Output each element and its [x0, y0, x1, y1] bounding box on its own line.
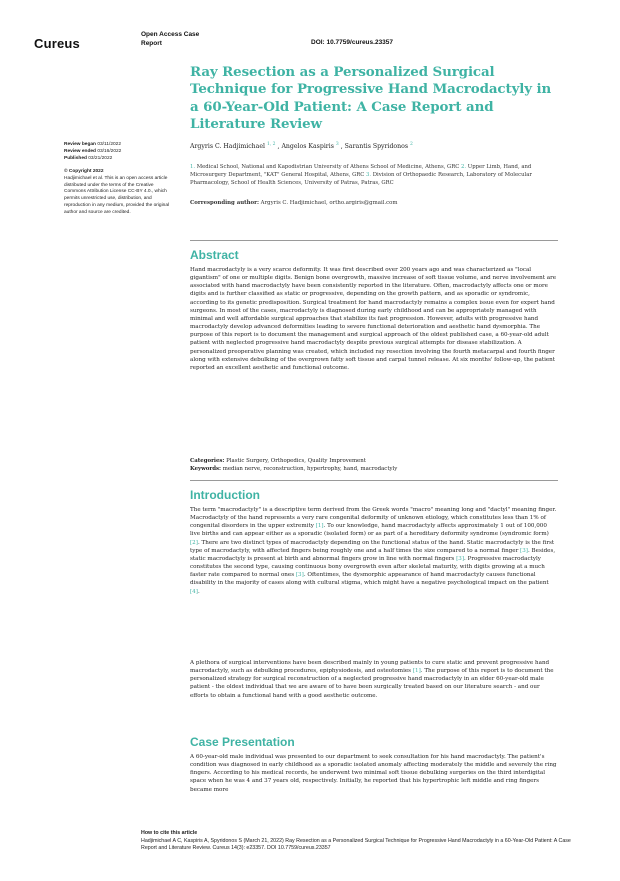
keywords-label: Keywords:: [190, 466, 221, 472]
copyright-line: © Copyright 2022: [64, 168, 104, 174]
affiliations: [190, 163, 558, 187]
text-run: A plethora of surgical interventions have been described mainly in young patients to cure static and prevent progressive hand macrodactyly, such as debulking procedures, epiphysiodesis, and osteotomies: [190, 660, 550, 675]
categories: [190, 457, 558, 465]
text-run: . Progressive macrodactyly constitutes the second type, causing continuous bony overgrowth even after skeletal maturity, with digits growing at a much faster rate compared to normal ones: [190, 555, 545, 579]
text-run: The term "macrodactyly" is a descriptive term derived from the Greek words "macro" meaning long and "dactyl" meaning finger. Macrodactyly of the hand represents a very rare congenital deformity of unknown etiology, which constitutes less than 1% of congenital disorders in the upper extremity: [190, 507, 557, 530]
journal-logo: Cureus: [34, 36, 80, 51]
author-affil-ref[interactable]: 2: [410, 142, 413, 148]
author-affil-ref[interactable]: 1, 2: [266, 142, 276, 148]
corresponding-label: Corresponding author:: [190, 199, 259, 206]
citation-footer: [141, 830, 571, 853]
article-header: [190, 64, 558, 206]
header-doi: DOI: 10.7759/cureus.23357: [311, 39, 394, 46]
categories-block: [190, 457, 558, 473]
citation-heading: How to cite this article: [141, 830, 198, 836]
abstract-text: Hand macrodactyly is a very scarce deformity. It was first described over 200 years ago and was characterized as "local gigantism" of one or multiple digits. Benign bone overgrowth, massive increase of soft tissue volume, and nerve involvement are associated with hand macrodactyly have been consistently reported in the literature. Often, macrodactyly affects one or more digits and is further classified as static or progressive, depending on the growth pattern, and as sporadic or syndromic, according to its genetic predisposition. Surgical treatment for hand macrodactyly remains a complex issue even for expert hand surgeons. In most of the cases, macrodactyly is diagnosed during early childhood and can be appropriately managed with minimal and well affordable surgical approaches that stabilize its fast progression. However, adults with progressive hand macrodactyly develop advanced deformities leading to severe functional deterioration and aesthetic hand dysmorphia. The purpose of this report is to document the management and surgical approach of the oldest published case, a 60-year-old adult patient with neglected progressive hand macrodactyly despite previous surgical attempts for disease stabilization. A personalized preoperative planning was created, which included ray resection involving the fourth metacarpal and fourth finger along with extensive debulking of the overgrown fatty soft tissue and carpal tunnel release. At six months' follow-up, the patient reported an excellent aesthetic and functional outcome.: [190, 267, 557, 371]
citation-link[interactable]: [1]: [412, 668, 421, 675]
copyright: [64, 169, 176, 217]
citation-link[interactable]: [1]: [315, 523, 324, 530]
keywords: [190, 465, 558, 473]
introduction-heading: Introduction: [190, 488, 260, 502]
case-presentation-heading: Case Presentation: [190, 735, 295, 749]
categories-value: Plastic Surgery, Orthopedics, Quality Improvement: [226, 458, 366, 464]
author-name[interactable]: Argyris C. Hadjimichael: [190, 143, 265, 151]
article-type-line2: Report: [141, 40, 162, 47]
case-presentation-text: A 60-year-old male individual was presented to our department to seek consultation for his hand macrodactyly. The patient's condition was diagnosed in early childhood as a sporadic isolated anomaly affecting moderately the middle and severely the ring fingers. According to his medical records, he underwent two minimal soft tissue debulking surgeries on the third interdigital space when he was 4 and 37 years old, respectively. Initially, he reported that his hypertrophic left middle and ring fingers became more: [190, 754, 557, 793]
categories-label: Categories:: [190, 458, 225, 464]
review-began: [64, 142, 176, 149]
abstract-divider: [190, 240, 558, 241]
affiliation-number: 2.: [461, 164, 467, 171]
sidebar: [64, 142, 176, 217]
affiliation-text: Division of Orthopaedic Research, Laboratory of Molecular Pharmacology, School of Health Sciences, University of Patras, Patras, GRC: [190, 172, 532, 187]
affiliation-number: 3.: [366, 172, 372, 179]
review-began-date: 03/11/2022: [97, 142, 121, 147]
affiliation-text: Medical School, National and Kapodistrian University of Athens School of Medicine, Athens, GRC: [196, 164, 460, 171]
corresponding-author: [190, 200, 558, 206]
text-run: . Oftentimes, the dysmorphic appearance of hand macrodactyly causes functional disability in the majority of cases along with cultural stigma, which might have a negative psychological impact on the patient: [190, 572, 549, 587]
text-run: . To our knowledge, hand macrodactyly affects approximately 1 out of 100,000 live births and can appear either as a sporadic (isolated form) or as part of a hereditary deformity syndrome (syndromic form): [190, 523, 549, 538]
introduction-paragraph-2: [190, 659, 558, 700]
text-run: .: [197, 588, 200, 595]
published-date: 03/21/2022: [88, 155, 113, 161]
article-type: [141, 30, 221, 48]
citation-link[interactable]: [4]: [190, 588, 198, 595]
review-ended: [64, 149, 176, 156]
citation-text: Hadjimichael A C, Kaspiris A, Spyridonos S (March 21, 2022) Ray Resection as a Personalized Surgical Technique for Progressive Hand Macrodactyly in a 60-Year-Old Patient: A Case Report and Literature Review. Cureus 14(3): e23357. DOI 10.7759/cureus.23357: [141, 837, 571, 852]
author-list: Argyris C. Hadjimichael $^{1, 2}$ , Angelos Kaspiris $^3$ , Sarantis Spyridonos $^2$: [190, 142, 413, 151]
corresponding-info: Argyris C. Hadjimichael, ortho.argiris@gmail.com: [260, 199, 398, 206]
published-label: Published: [64, 155, 87, 161]
article-type-line1: Open Access Case: [141, 31, 200, 38]
review-ended-label: Review ended: [64, 148, 96, 154]
citation-link[interactable]: [3]: [295, 572, 304, 579]
review-began-label: Review began: [64, 142, 96, 147]
article-title: Ray Resection as a Personalized Surgical Technique for Progressive Hand Macrodactyly in a 60-Year-Old Patient: A Case Report and Literature Review: [190, 64, 552, 132]
text-run: . Besides, static macrodactyly is present at birth and abnormal fingers grow in line with normal fingers: [190, 547, 556, 562]
author-name[interactable]: Sarantis Spyridonos: [344, 143, 409, 151]
affiliation-text: Upper Limb, Hand, and Microsurgery Department, "KAT" General Hospital, Athens, GRC: [190, 164, 532, 179]
keywords-value: median nerve, reconstruction, hypertrophy, hand, macrodactyly: [222, 466, 398, 472]
citation-link[interactable]: [2]: [190, 539, 198, 546]
introduction-paragraph-1: [190, 506, 558, 596]
citation-link[interactable]: [3]: [520, 547, 528, 554]
text-run: . There are two distinct types of macrodactyly depending on the functional status of the hand. Static macrodactyly is the first type of macrodactyly, with affected fingers being roughly one and a half times the size compared to a normal finger: [190, 539, 555, 554]
text-run: . The purpose of this report is to document the personalized strategy for surgical reconstruction of a neglected progressive hand macrodactyly in an elder 60-year-old male patient - the oldest individual that we are aware of to have been surgically treated based on our literature search - and our efforts to obtain a functional hand with a good aesthetic outcome.: [190, 668, 554, 699]
abstract-heading: Abstract: [190, 248, 239, 262]
citation-link[interactable]: [3]: [456, 555, 465, 562]
affiliation-number: 1.: [190, 164, 196, 171]
license-text: Hadjimichael et al. This is an open access article distributed under the terms of the Creative Commons Attribution License CC-BY 4.0., which permits unrestricted use, distribution, and reproduction in any medium, provided the original author and source are credited.: [64, 175, 170, 216]
review-ended-date: 03/16/2022: [97, 148, 122, 154]
author-affil-ref[interactable]: 3: [335, 142, 339, 148]
published: [64, 156, 176, 163]
introduction-divider: [190, 480, 558, 481]
review-dates: [64, 142, 176, 163]
author-name[interactable]: Angelos Kaspiris: [281, 143, 334, 151]
